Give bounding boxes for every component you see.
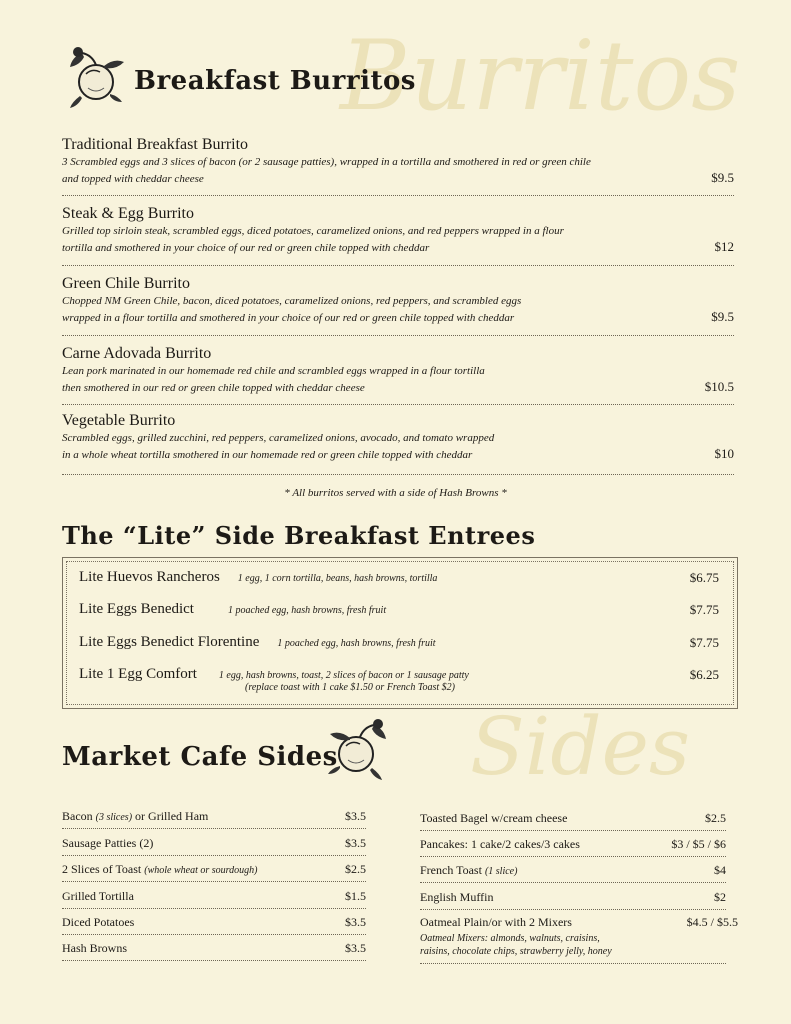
side-item-price: $4 xyxy=(714,863,726,877)
side-item-price: $3.5 xyxy=(345,809,366,823)
side-item xyxy=(420,837,726,852)
menu-item xyxy=(62,205,734,257)
oatmeal-mixers-line: raisins, chocolate chips, strawberry jelly, honey xyxy=(420,946,612,957)
menu-item-price: $10 xyxy=(714,446,734,461)
divider xyxy=(62,934,366,935)
lite-entrees-box xyxy=(62,557,738,709)
menu-item-description: tortilla and smothered in your choice of our red or green chile topped with cheddar xyxy=(62,242,430,254)
divider xyxy=(62,265,734,266)
divider xyxy=(62,335,734,336)
lite-item-name: Lite Eggs Benedict xyxy=(79,601,194,617)
side-item-name: Sausage Patties (2) xyxy=(62,836,154,850)
menu-item-price: $12 xyxy=(714,239,734,254)
menu-item-name: Steak & Egg Burrito xyxy=(62,205,194,222)
side-item-price: $3 / $5 / $6 xyxy=(671,837,726,851)
menu-item-description: in a whole wheat tortilla smothered in our homemade red or green chile topped with cheddar xyxy=(62,449,473,461)
side-item-price: $4.5 / $5.5 xyxy=(686,915,738,929)
menu-item-name: Green Chile Burrito xyxy=(62,275,190,292)
lite-item-price: $7.75 xyxy=(689,602,719,617)
menu-item-description: and topped with cheddar cheese xyxy=(62,173,204,185)
side-item-name: Diced Potatoes xyxy=(62,915,135,929)
side-item xyxy=(62,941,366,956)
menu-item-description: Scrambled eggs, grilled zucchini, red peppers, caramelized onions, avocado, and tomato wrapped xyxy=(62,432,495,444)
oatmeal-mixers xyxy=(420,932,612,958)
lite-item-name: Lite 1 Egg Comfort xyxy=(79,666,197,682)
menu-item-name: Traditional Breakfast Burrito xyxy=(62,136,249,153)
lite-item xyxy=(79,568,719,586)
lite-item-description: 1 egg, hash browns, toast, 2 slices of bacon or 1 sausage patty xyxy=(218,670,469,681)
side-item xyxy=(62,836,366,851)
menu-item-price: $9.5 xyxy=(711,170,734,185)
fruit-illustration-icon xyxy=(326,716,392,780)
side-item-name: Pancakes: 1 cake/2 cakes/3 cakes xyxy=(420,837,580,851)
side-item-note: (whole wheat or sourdough) xyxy=(144,865,258,876)
menu-item-name: Carne Adovada Burrito xyxy=(62,345,212,362)
side-item-price: $1.5 xyxy=(345,889,366,903)
side-item-note: (1 slice) xyxy=(484,866,518,877)
side-item-name: Oatmeal Plain/or with 2 Mixers xyxy=(420,915,572,929)
side-item-note: (3 slices) xyxy=(95,812,133,823)
lite-item-description-extra: (replace toast with 1 cake $1.50 or French Toast $2) xyxy=(245,682,455,693)
side-item xyxy=(62,862,366,877)
side-item-price: $3.5 xyxy=(345,836,366,850)
side-item-price: $3.5 xyxy=(345,941,366,955)
fruit-illustration-icon xyxy=(64,44,130,108)
lite-item-name: Lite Eggs Benedict Florentine xyxy=(79,634,260,650)
divider xyxy=(420,882,726,883)
side-item-name: French Toast xyxy=(420,863,482,877)
side-item xyxy=(62,809,366,824)
sides-section-title: Market Cafe Sides xyxy=(62,742,338,772)
side-item-name: 2 Slices of Toast xyxy=(62,862,142,876)
menu-item-price: $9.5 xyxy=(711,309,734,324)
divider xyxy=(62,855,366,856)
side-item-name: English Muffin xyxy=(420,890,494,904)
side-item xyxy=(62,915,366,930)
menu-item-price: $10.5 xyxy=(704,379,734,394)
side-item xyxy=(420,863,726,878)
divider xyxy=(62,908,366,909)
menu-item-description: Chopped NM Green Chile, bacon, diced potatoes, caramelized onions, red peppers, and scrambled eggs xyxy=(62,295,522,307)
menu-item-description: then smothered in our red or green chile topped with cheddar cheese xyxy=(62,382,365,394)
menu-item-description: Grilled top sirloin steak, scrambled eggs, diced potatoes, caramelized onions, and red peppers wrapped in a flour xyxy=(62,225,564,237)
lite-item-description: 1 poached egg, hash browns, fresh fruit xyxy=(227,605,387,616)
menu-item xyxy=(62,412,734,464)
menu-item-description: wrapped in a flour tortilla and smothered in your choice of our red or green chile topped with cheddar xyxy=(62,312,515,324)
divider xyxy=(420,856,726,857)
burritos-note: * All burritos served with a side of Hash Browns * xyxy=(284,487,507,499)
lite-item-description: 1 egg, 1 corn tortilla, beans, hash browns, tortilla xyxy=(237,573,438,584)
divider xyxy=(420,909,726,910)
side-item xyxy=(420,890,726,905)
side-item xyxy=(420,811,726,826)
burritos-section-title: Breakfast Burritos xyxy=(134,66,416,96)
side-item-name: Grilled Tortilla xyxy=(62,889,134,903)
divider xyxy=(420,830,726,831)
lite-item-price: $7.75 xyxy=(689,635,719,650)
side-item-price: $3.5 xyxy=(345,915,366,929)
menu-item xyxy=(62,136,734,188)
lite-section-title: The “Lite” Side Breakfast Entrees xyxy=(62,521,536,550)
divider xyxy=(420,963,726,964)
lite-item-price: $6.75 xyxy=(689,570,719,585)
divider xyxy=(62,474,734,475)
divider xyxy=(62,828,366,829)
menu-item xyxy=(62,345,734,397)
menu-item-description: Lean pork marinated in our homemade red chile and scrambled eggs wrapped in a flour tortilla xyxy=(62,365,485,377)
divider xyxy=(62,195,734,196)
divider xyxy=(62,881,366,882)
sides-watermark: Sides xyxy=(470,700,690,793)
lite-item xyxy=(79,665,719,701)
side-item-price: $2.5 xyxy=(705,811,726,825)
side-item-price: $2 xyxy=(714,890,726,904)
side-item xyxy=(62,889,366,904)
lite-item-price: $6.25 xyxy=(689,667,719,682)
menu-item-name: Vegetable Burrito xyxy=(62,412,176,429)
lite-item xyxy=(79,600,719,618)
menu-item xyxy=(62,275,734,327)
lite-item-name: Lite Huevos Rancheros xyxy=(79,569,220,585)
side-item-name-extra: or Grilled Ham xyxy=(135,809,209,823)
divider xyxy=(62,404,734,405)
divider xyxy=(62,960,366,961)
side-item-price: $2.5 xyxy=(345,862,366,876)
side-item-name: Bacon xyxy=(62,809,93,823)
burritos-watermark: Burritos xyxy=(340,20,741,132)
side-item-name: Hash Browns xyxy=(62,941,127,955)
side-item xyxy=(420,915,738,930)
lite-item xyxy=(79,633,719,651)
side-item-name: Toasted Bagel w/cream cheese xyxy=(420,811,568,825)
lite-item-description: 1 poached egg, hash browns, fresh fruit xyxy=(277,638,436,649)
oatmeal-mixers-line: Oatmeal Mixers: almonds, walnuts, craisins, xyxy=(420,933,600,944)
menu-item-description: 3 Scrambled eggs and 3 slices of bacon (or 2 sausage patties), wrapped in a tortilla and smothered in red or green chile xyxy=(62,156,591,168)
